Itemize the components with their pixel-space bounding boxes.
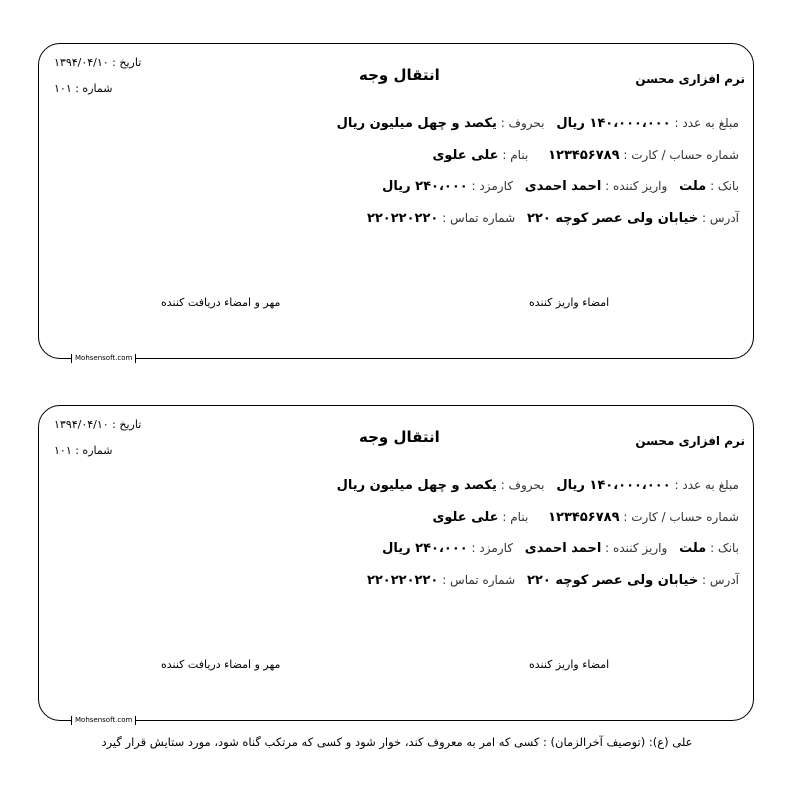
depositor-signature: امضاء واریز کننده [529,658,610,671]
amount-words-label: بحروف : [500,116,545,130]
amount-words-label: بحروف : [500,478,545,492]
voucher-card [38,43,754,362]
depositor-signature: امضاء واریز کننده [529,296,610,309]
voucher-date: تاریخ : ۱۳۹۴/۰۴/۱۰ [54,418,142,431]
recipient-name: علی علوی [432,148,499,163]
company-name: نرم افزاری محسن [635,434,745,448]
amount-digits: ۱۴۰،۰۰۰،۰۰۰ ریال [556,116,671,131]
recipient-name: علی علوی [432,510,499,525]
bank-name: ملت [679,179,707,194]
brand-watermark: Mohsensoft.com [71,716,136,725]
account-number: ۱۲۳۴۵۶۷۸۹ [548,510,620,525]
voucher-title: انتقال وجه [359,428,440,446]
name-label: بنام : [502,148,529,162]
amount-row [337,116,739,131]
brand-watermark: Mohsensoft.com [71,354,136,363]
account-row [432,510,739,525]
address-value: خیابان ولی عصر کوچه ۲۲۰ [527,573,699,588]
depositor-name: احمد احمدی [524,541,602,556]
voucher-number: شماره : ۱۰۱ [54,82,113,95]
fee-amount: ۲۴۰،۰۰۰ ریال [382,541,468,556]
bank-label: بانک : [710,179,739,193]
address-row [367,573,739,588]
company-name: نرم افزاری محسن [635,72,745,86]
address-label: آدرس : [702,211,739,225]
depositor-name: احمد احمدی [524,179,602,194]
receiver-stamp-signature: مهر و امضاء دریافت کننده [161,658,281,671]
amount-digits-label: مبلغ به عدد : [674,478,739,492]
account-number: ۱۲۳۴۵۶۷۸۹ [548,148,620,163]
phone-value: ۲۲۰۲۲۰۲۲۰ [366,211,439,226]
fee-label: کارمزد : [471,541,513,555]
bank-name: ملت [679,541,707,556]
receiver-stamp-signature: مهر و امضاء دریافت کننده [161,296,281,309]
address-row [367,211,739,226]
account-row [432,148,739,163]
depositor-label: واریز کننده : [605,179,668,193]
phone-label: شماره تماس : [442,573,516,587]
address-label: آدرس : [702,573,739,587]
amount-words: یکصد و چهل میلیون ریال [336,478,497,493]
phone-label: شماره تماس : [442,211,516,225]
name-label: بنام : [502,510,529,524]
amount-digits: ۱۴۰،۰۰۰،۰۰۰ ریال [556,478,671,493]
phone-value: ۲۲۰۲۲۰۲۲۰ [366,573,439,588]
depositor-label: واریز کننده : [605,541,668,555]
footer-quote: علی (ع): (توصیف آخرالزمان) : کسی که امر به معروف کند، خوار شود و کسی که مرتکب گناه شود، مورد ستایش قرار گیرد [101,735,693,749]
voucher-card [38,405,754,724]
address-value: خیابان ولی عصر کوچه ۲۲۰ [527,211,699,226]
bank-label: بانک : [710,541,739,555]
bank-row [382,541,739,556]
voucher-number: شماره : ۱۰۱ [54,444,113,457]
account-label: شماره حساب / کارت : [623,148,739,162]
amount-row [337,478,739,493]
fee-label: کارمزد : [471,179,513,193]
voucher-title: انتقال وجه [359,66,440,84]
amount-words: یکصد و چهل میلیون ریال [336,116,497,131]
bank-row [382,179,739,194]
voucher-date: تاریخ : ۱۳۹۴/۰۴/۱۰ [54,56,142,69]
fee-amount: ۲۴۰،۰۰۰ ریال [382,179,468,194]
account-label: شماره حساب / کارت : [623,510,739,524]
amount-digits-label: مبلغ به عدد : [674,116,739,130]
